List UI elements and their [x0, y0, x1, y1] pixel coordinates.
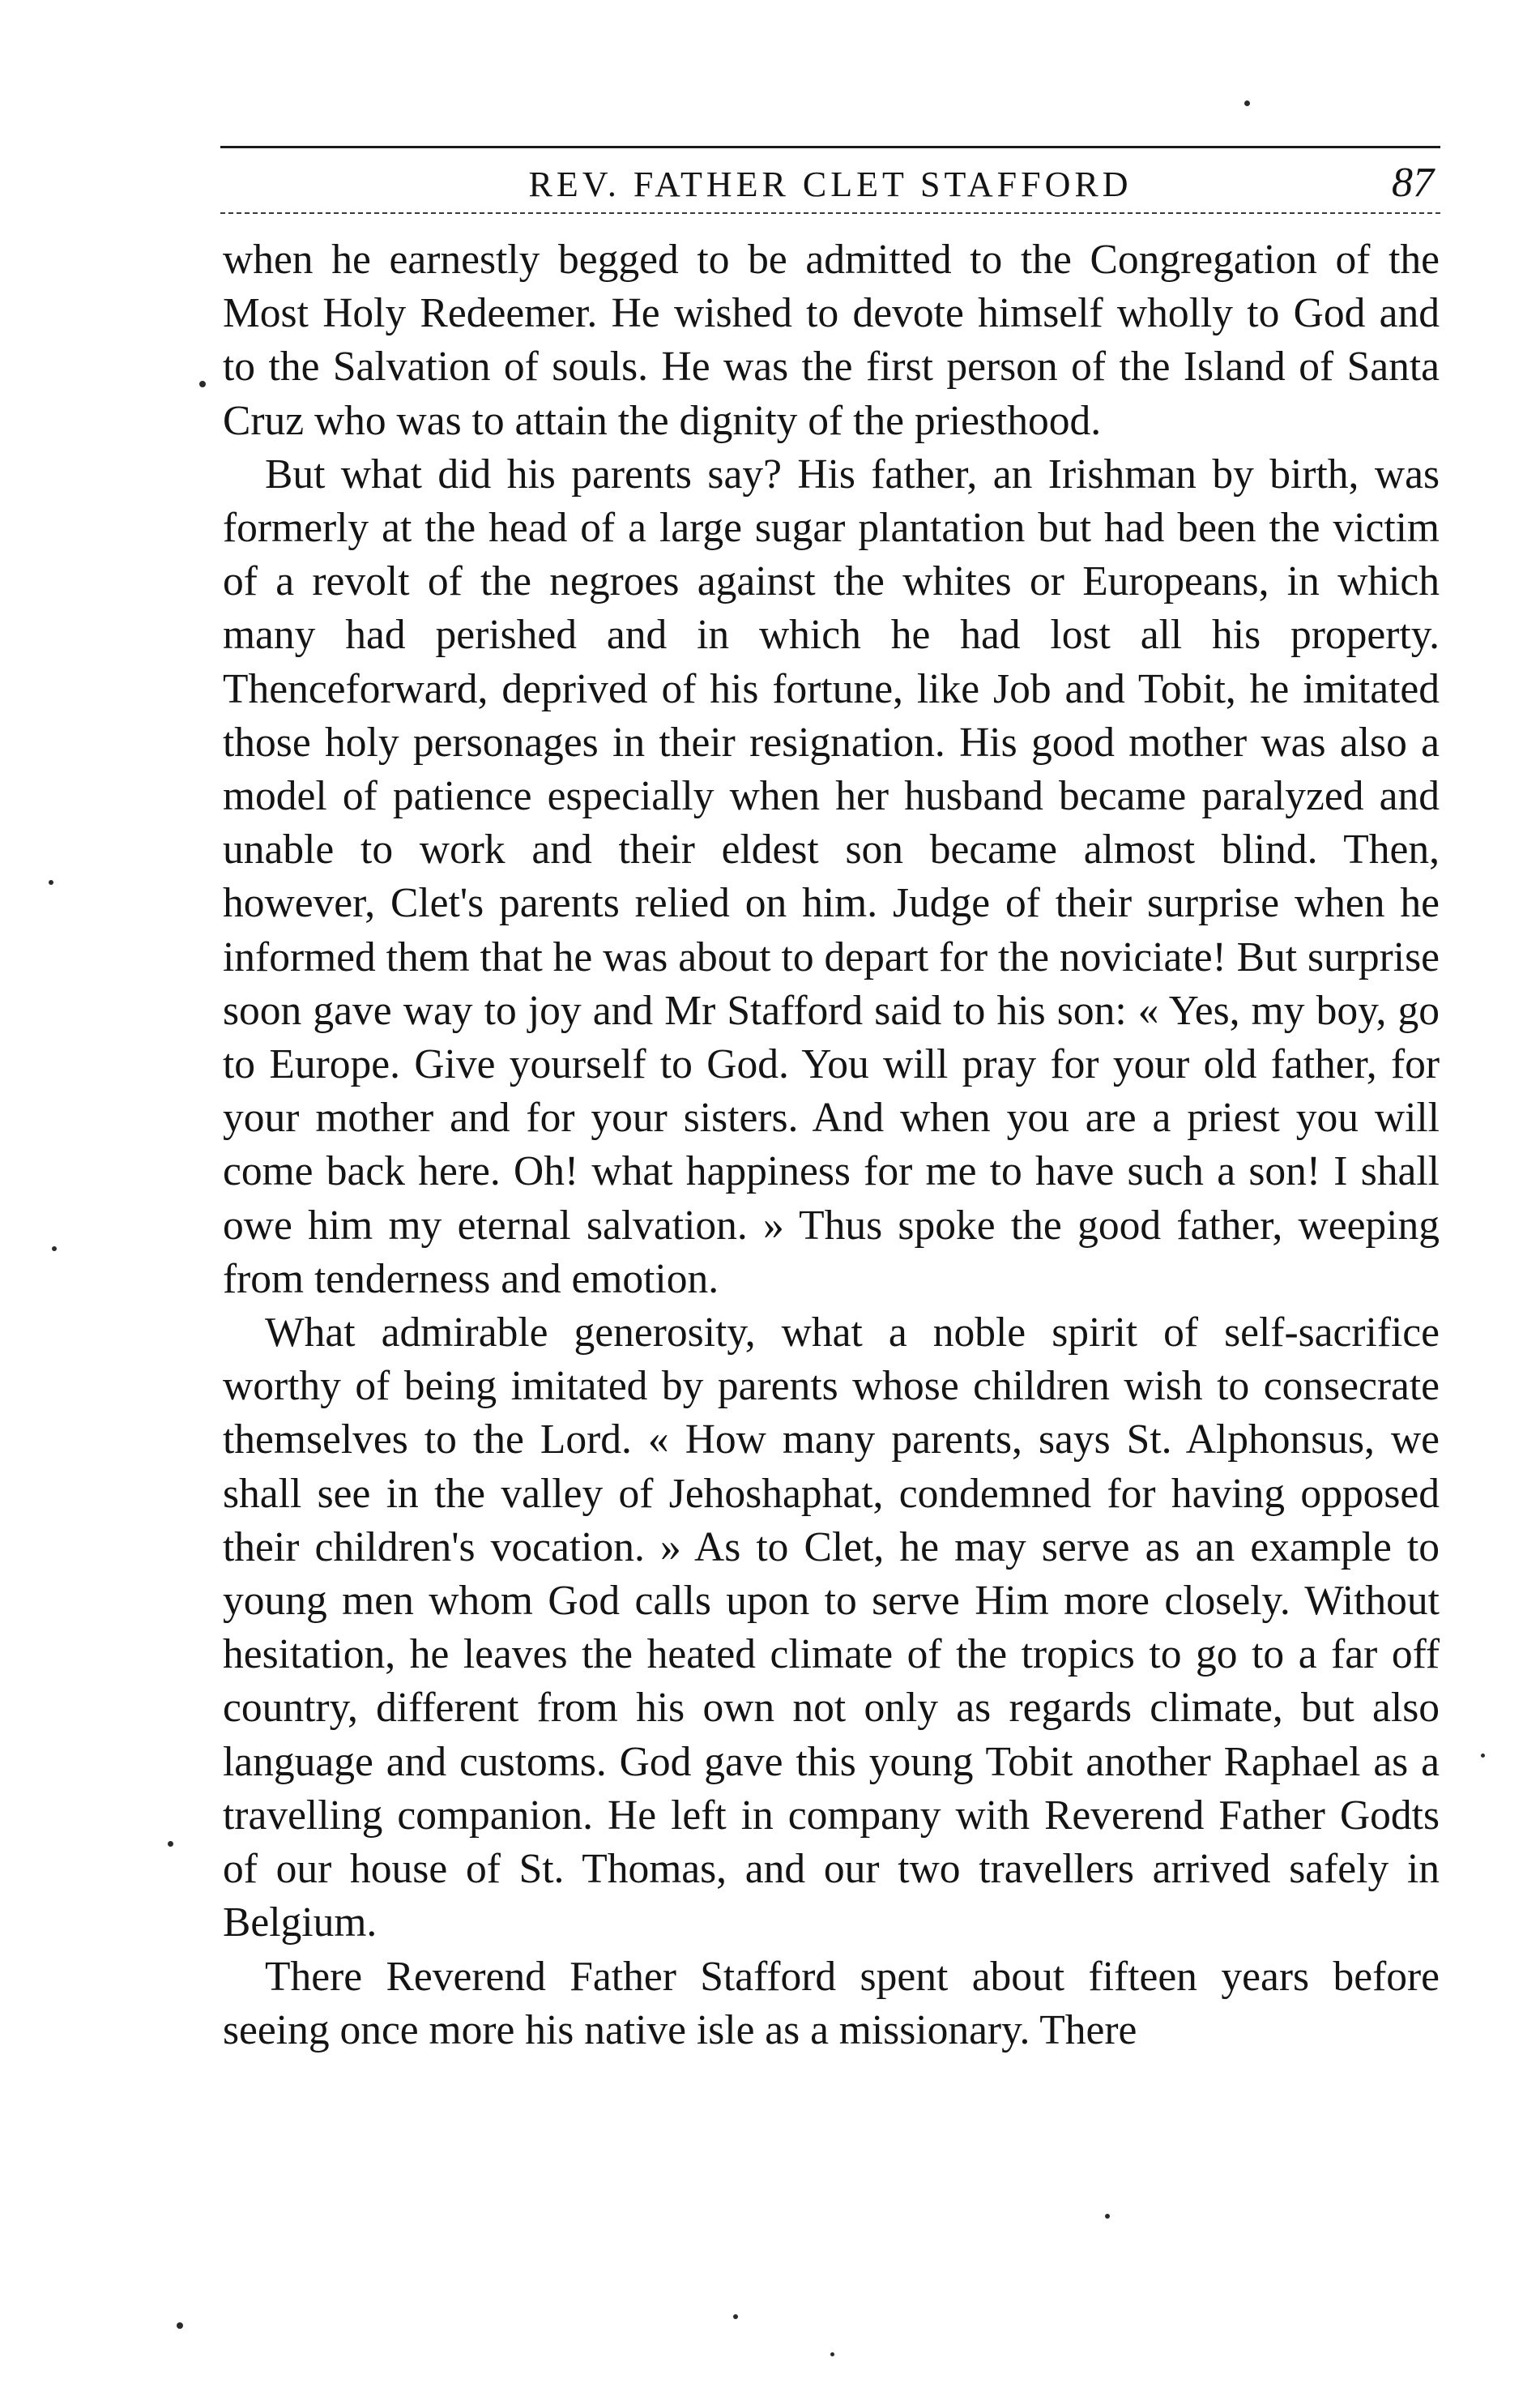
header-rule-top [220, 146, 1440, 148]
scan-speck [49, 880, 53, 885]
paragraph-2: But what did his parents say? His father, an Irishman by birth, was formerly at the head of a large sugar plantation but had been the victim of a revolt of the negroes against the whites or Europeans, in which many had perished and in which he had lost all his property. Thenceforward, deprived of his fortune, like Job and Tobit, he imitated those holy personages in their resignation. His good mother was also a model of patience especially when her husband became paralyzed and unable to work and their eldest son became almost blind. Then, however, Clet's parents relied on him. Judge of their surprise when he informed them that he was about to depart for the noviciate! But surprise soon gave way to joy and Mr Stafford said to his son: « Yes, my boy, go to Europe. Give yourself to God. You will pray for your old father, for your mother and for your sisters. And when you are a priest you will come back here. Oh! what happiness for me to have such a son! I shall owe him my eternal salvation. » Thus spoke the good father, weeping from tenderness and emotion. [223, 451, 1440, 1302]
scan-speck [199, 381, 206, 387]
scan-speck [177, 2322, 183, 2329]
page-number: 87 [1392, 160, 1434, 206]
paragraph-3: What admirable generosity, what a noble spirit of self-sacrifice worthy of being imitated by parents whose children wish to consecrate themselves to the Lord. « How many parents, says St. Alphonsus, we shall see in the valley of Jehoshaphat, condemned for having opposed their children's vocation. » As to Clet, he may serve as an example to young men whom God calls upon to serve Him more closely. Without hesitation, he leaves the heated climate of the tropics to go to a far off country, different from his own not only as regards climate, but also language and customs. God gave this young Tobit another Raphael as a travelling companion. He left in company with Reverend Father Godts of our house of St. Thomas, and our two travellers arrived safely in Belgium. [223, 1309, 1440, 1946]
paragraph-4: There Reverend Father Stafford spent about fifteen years before seeing once more his native isle as a missionary. There [223, 1953, 1440, 2053]
scan-speck [1244, 100, 1250, 106]
running-head [220, 156, 1440, 212]
scan-speck [1105, 2214, 1110, 2219]
header-rule-bottom [220, 212, 1440, 214]
body-text [223, 233, 1440, 2057]
scan-speck [733, 2314, 738, 2319]
scan-speck [52, 1246, 57, 1251]
running-title: REV. FATHER CLET STAFFORD [528, 164, 1133, 204]
paragraph-1: when he earnestly begged to be admitted to the Congregation of the Most Holy Redeemer. He wished to devote himself wholly to God and to the Salvation of souls. He was the first person of the Island of Santa Cruz who was to attain the dignity of the priesthood. [223, 237, 1440, 444]
scan-speck [830, 2352, 834, 2356]
scan-speck [1481, 1754, 1485, 1758]
scan-speck [168, 1841, 173, 1847]
